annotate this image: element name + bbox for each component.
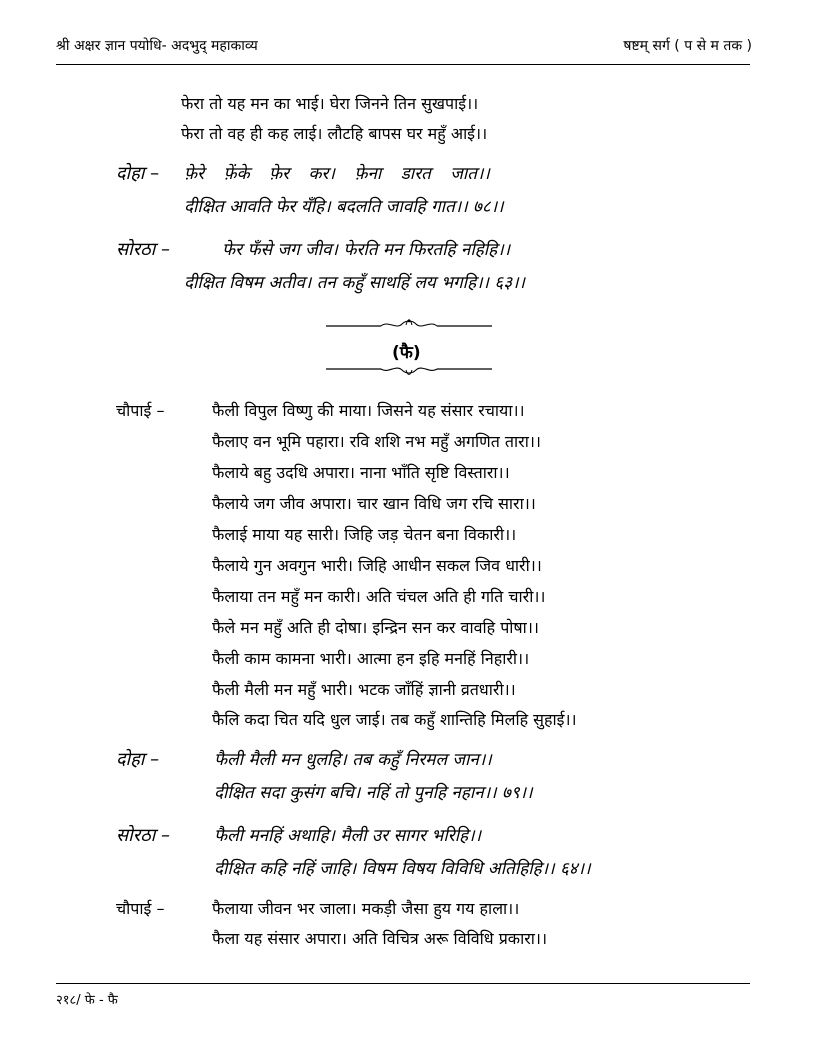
verse-line: दीक्षित सदा कुसंग बचि। नहिं तो पुनहि नहान।। ७९।। <box>214 783 533 803</box>
running-header-right: षष्टम् सर्ग ( प से म तक ) <box>623 38 752 54</box>
verse-line: फैली मैली मन धुलहि। तब कहुँ निरमल जान।। <box>214 750 492 770</box>
footer-rule <box>56 983 750 984</box>
verse-line: फ़ेरे फ़ेंके फ़ेर कर। फ़ेना डारत जात।। <box>184 164 490 184</box>
verse-label-chaupai: चौपाई – <box>116 899 165 918</box>
verse-line: फैलाई माया यह सारी। जिहि जड़ चेतन बना विकारी।। <box>212 525 517 544</box>
running-header-left: श्री अक्षर ज्ञान पयोधि- अदभुद् महाकाव्य <box>56 38 258 54</box>
verse-label-chaupai: चौपाई – <box>116 401 165 420</box>
verse-line: फेरा तो वह ही कह लाई। लौटहि बापस घर महुँ आई।। <box>181 124 488 143</box>
verse-line: फैलि कदा चित यदि धुल जाई। तब कहुँ शान्तिहि मिलहि सुहाई।। <box>212 710 577 729</box>
verse-line: फैली मनहिं अथाहि। मैली उर सागर भरिहि।। <box>214 826 482 846</box>
section-title: (फै) <box>392 343 421 363</box>
verse-line: फैला यह संसार अपारा। अति विचित्र अरू विविधि प्रकारा।। <box>212 929 548 948</box>
ornament-divider-top <box>326 318 492 332</box>
verse-line: फैले मन महुँ अति ही दोषा। इन्द्रिन सन कर वावहि पोषा।। <box>212 618 539 637</box>
verse-line: दीक्षित आवति फेर यँहि। बदलति जावहि गात।। ७८।। <box>184 197 504 217</box>
verse-line: फैलाये बहु उदधि अपारा। नाना भाँति सृष्टि विस्तारा।। <box>212 463 510 482</box>
verse-line: फैलाया तन महुँ मन कारी। अति चंचल अति ही गति चारी।। <box>212 587 546 606</box>
verse-label-soratha: सोरठा – <box>116 239 171 260</box>
verse-line: फैलाया जीवन भर जाला। मकड़ी जैसा हुय गय हाला।। <box>212 899 520 918</box>
verse-line: फैलाए वन भूमि पहारा। रवि शशि नभ महुँ अगणित तारा।। <box>212 432 541 451</box>
verse-label-doha: दोहा – <box>116 163 160 184</box>
verse-line: दीक्षित विषम अतीव। तन कहुँ साथहिं लय भगहि।। ६३।। <box>184 273 525 293</box>
verse-line: फेरा तो यह मन का भाई। घेरा जिनने तिन सुखपाई।। <box>181 94 479 113</box>
verse-line: फैली विपुल विष्णु की माया। जिसने यह संसार रचाया।। <box>212 401 525 420</box>
verse-line: दीक्षित कहि नहिं जाहि। विषम विषय विविधि अतिहिहि।। ६४।। <box>214 859 591 879</box>
verse-line: फैलाये जग जीव अपारा। चार खान विधि जग रचि सारा।। <box>212 494 536 513</box>
verse-line: फेर फँसे जग जीव। फेरति मन फिरतहि नहिहि।। <box>222 240 511 260</box>
verse-line: फैली काम कामना भारी। आत्मा हन इहि मनहिं निहारी।। <box>212 649 530 668</box>
verse-line: फैलाये गुन अवगुन भारी। जिहि आधीन सकल जिव धारी।। <box>212 556 542 575</box>
header-rule <box>56 64 750 65</box>
ornament-divider-bottom <box>326 362 492 376</box>
verse-label-soratha: सोरठा – <box>116 825 171 846</box>
page-footer: २१८/ फे - फै <box>56 993 118 1008</box>
verse-line: फैली मैली मन महुँ भारी। भटक जाँहिं ज्ञानी व्रतधारी।। <box>212 680 516 699</box>
verse-label-doha: दोहा – <box>116 749 160 770</box>
